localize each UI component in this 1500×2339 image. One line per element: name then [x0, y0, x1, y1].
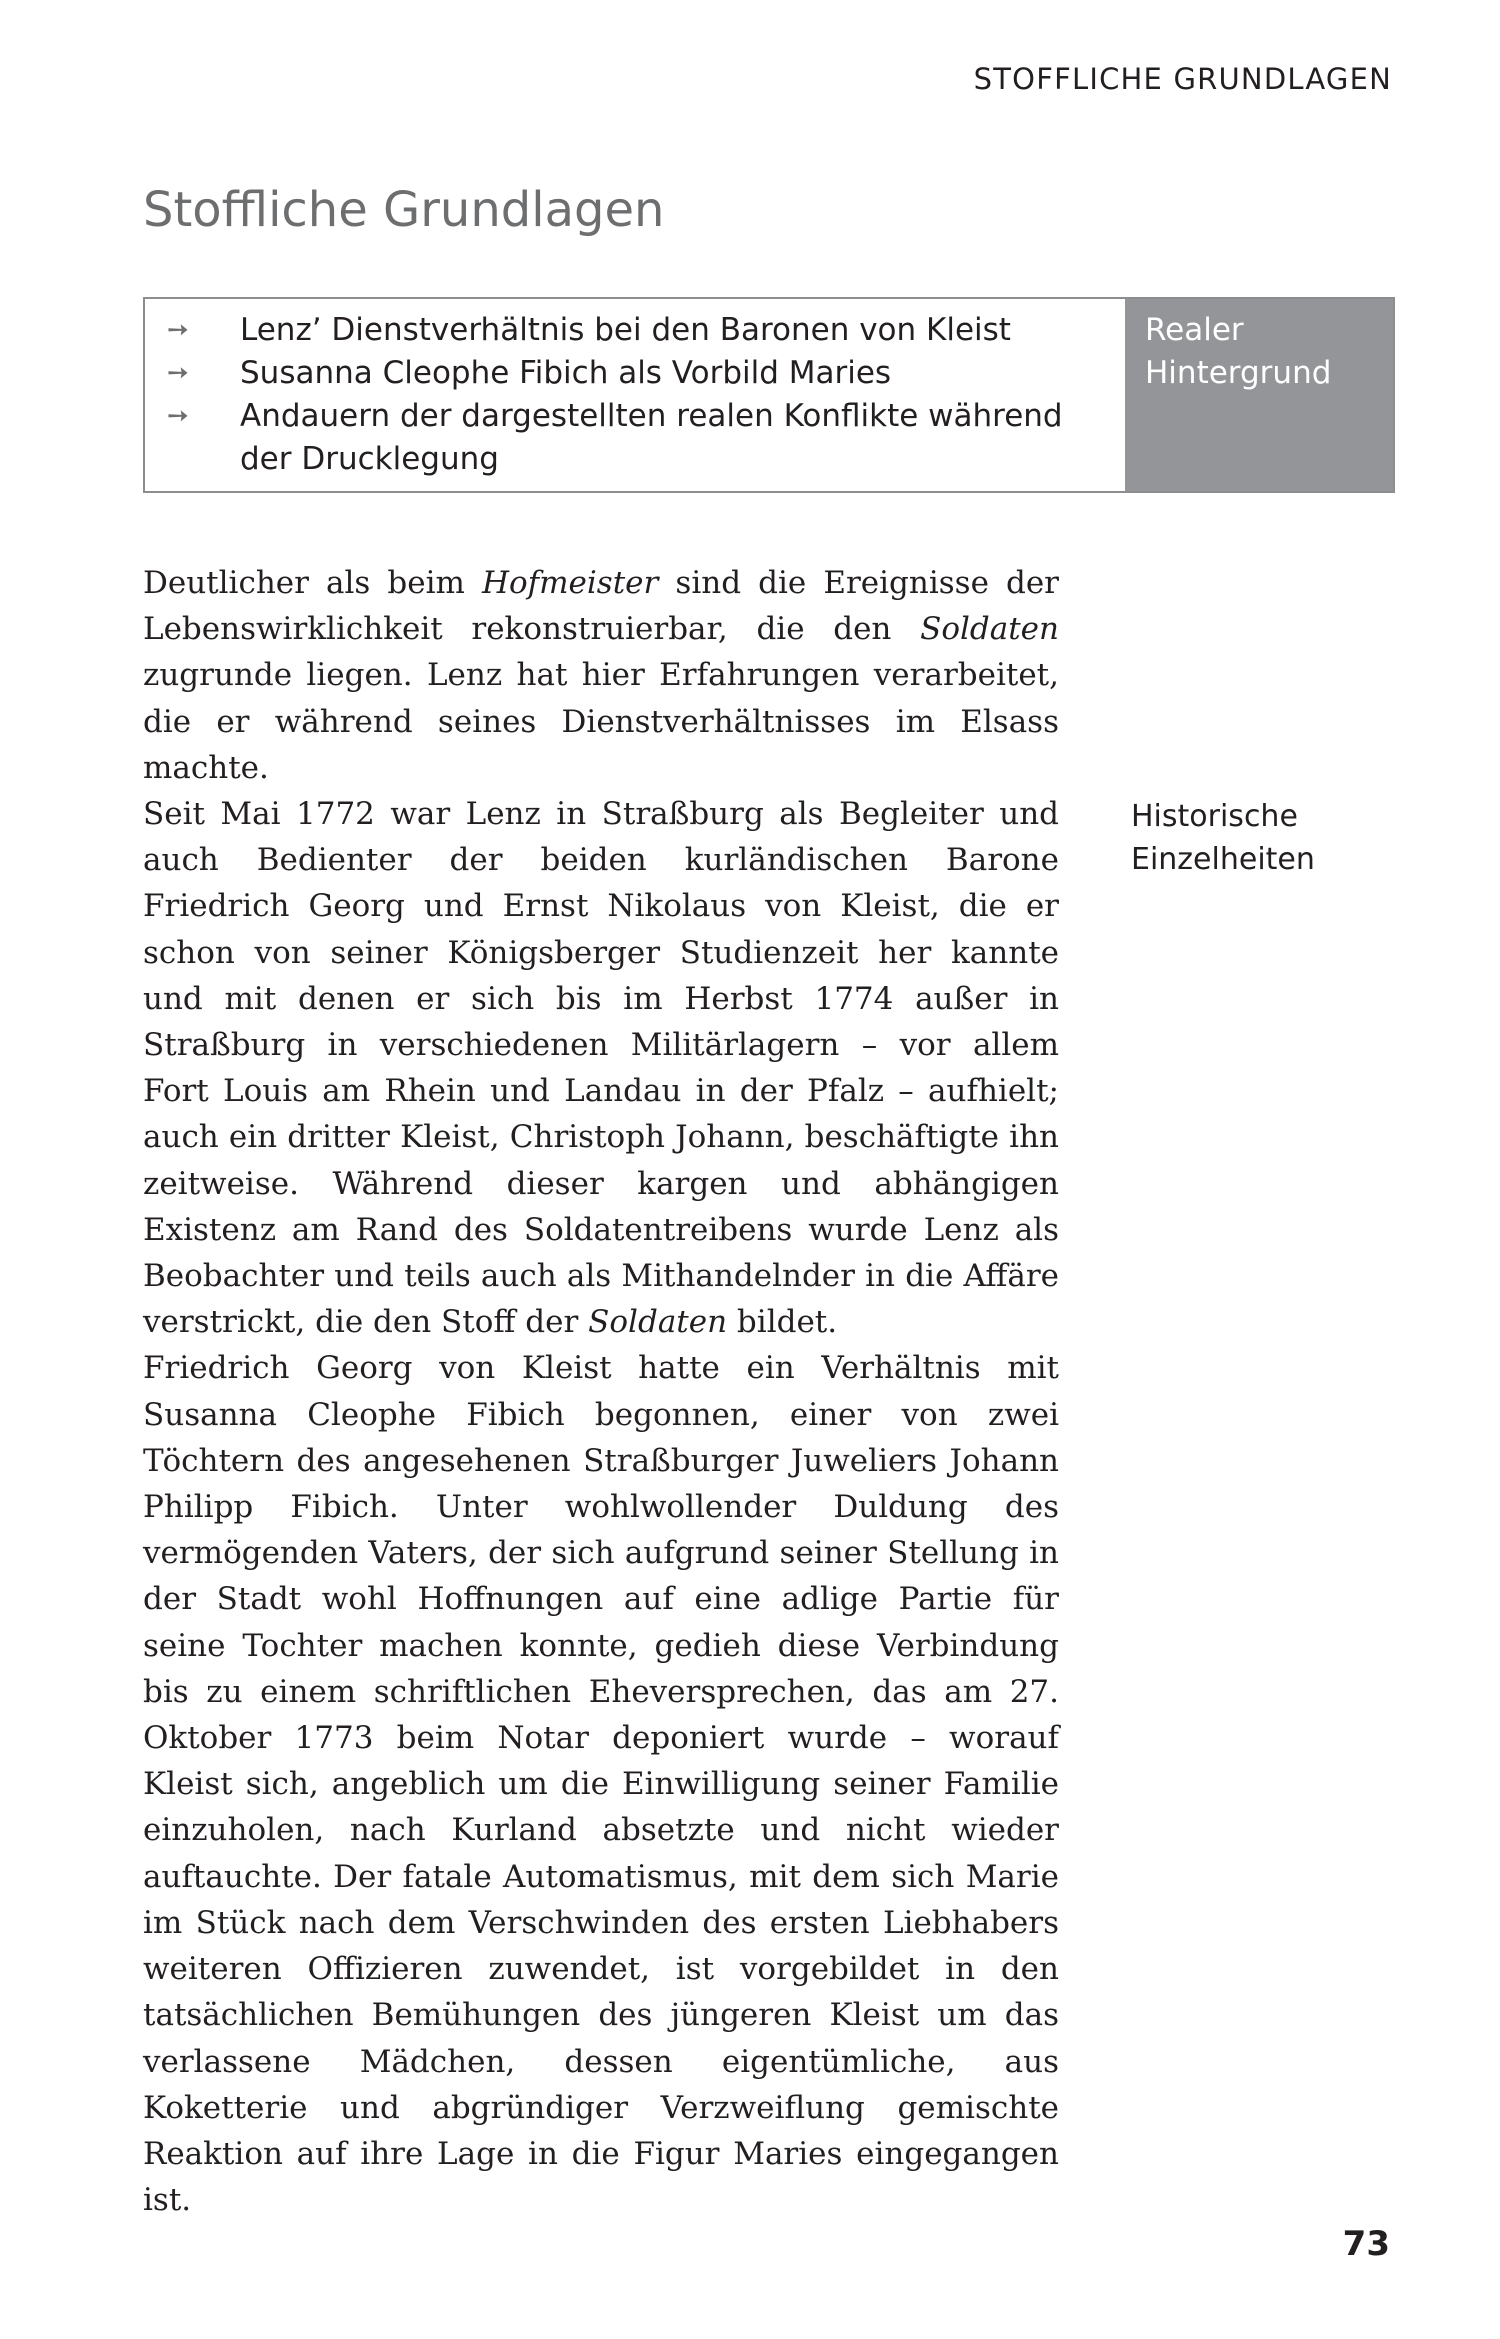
body-text [143, 560, 1059, 2223]
paragraph-1-text-c: sind die Ereignisse der Lebenswirklichkeit rekonstruierbar, die den [143, 565, 1059, 648]
paragraph-1-text-e: zugrunde liegen. Lenz hat hier Erfahrungen verarbeitet, die er während seines Dienstverhältnisses im Elsass machte. [143, 657, 1059, 786]
margin-note-line2: Einzelheiten [1131, 842, 1315, 877]
paragraph-1 [143, 560, 1059, 791]
paragraph-2-text-c: bildet. [727, 1304, 838, 1341]
summary-item-text: Susanna Cleophe Fibich als Vorbild Maries [240, 355, 892, 391]
summary-item-text: Andauern der dargestellten realen Konflikte während der Drucklegung [240, 398, 1063, 477]
summary-item-text: Lenz’ Dienstverhältnis bei den Baronen von Kleist [240, 312, 1011, 348]
summary-item [145, 352, 1105, 395]
arrow-right-icon: ➙ [167, 358, 189, 388]
title-soldaten: Soldaten [588, 1304, 728, 1341]
margin-note [1131, 795, 1315, 881]
title-soldaten: Soldaten [920, 611, 1059, 648]
summary-side-label-line1: Realer [1145, 312, 1244, 348]
summary-side-label-line2: Hintergrund [1145, 355, 1332, 391]
summary-item [145, 309, 1105, 352]
arrow-right-icon: ➙ [167, 401, 189, 431]
summary-list [145, 299, 1125, 491]
paragraph-1-text-a: Deutlicher als beim [143, 565, 482, 601]
summary-side-label [1125, 299, 1393, 491]
margin-note-line1: Historische [1131, 799, 1298, 834]
paragraph-3: Friedrich Georg von Kleist hatte ein Verhältnis mit Susanna Cleophe Fibich begonnen, einer von zwei Töchtern des angesehenen Straßburger Juweliers Johann Philipp Fibich. Unter wohlwollender Duldung des vermögenden Vaters, der sich aufgrund seiner Stellung in der Stadt wohl Hoffnungen auf eine adlige Partie für seine Tochter machen konnte, gedieh diese Verbindung bis zu einem schriftlichen Eheversprechen, das am 27. Oktober 1773 beim Notar deponiert wurde – worauf Kleist sich, angeblich um die Einwilligung seiner Familie einzuholen, nach Kurland absetzte und nicht wieder auftauchte. Der fatale Automatismus, mit dem sich Marie im Stück nach dem Verschwinden des ersten Liebhabers weiteren Offizieren zuwendet, ist vorgebildet in den tatsächlichen Bemühungen des jüngeren Kleist um das verlassene Mädchen, dessen eigentümliche, aus Koketterie und abgründiger Verzweiflung gemischte Reaktion auf ihre Lage in die Figur Maries eingegangen ist. [143, 1350, 1059, 2219]
title-hofmeister: Hofmeister [481, 565, 659, 601]
paragraph-2-text-a: Seit Mai 1772 war Lenz in Straßburg als Begleiter und auch Bedienter der beiden kurländischen Barone Friedrich Georg und Ernst Nikolaus von Kleist, die er schon von seiner Königsberger Studienzeit her kannte und mit denen er sich bis im Herbst 1774 außer in Straßburg in verschiedenen Militärlagern – vor allem Fort Louis am Rhein und Landau in der Pfalz – aufhielt; auch ein dritter Kleist, Christoph Johann, beschäftigte ihn zeitweise. Während dieser kargen und abhängigen Existenz am Rand des Soldatentreibens wurde Lenz als Beobachter und teils auch als Mithandelnder in die Affäre verstrickt, die den Stoff der [143, 796, 1059, 1341]
arrow-right-icon: ➙ [167, 315, 189, 345]
summary-item [145, 395, 1105, 481]
summary-box [143, 297, 1395, 493]
running-header: STOFFLICHE GRUNDLAGEN [973, 62, 1392, 96]
page-title: Stoffliche Grundlagen [143, 182, 665, 238]
paragraph-2 [143, 791, 1059, 1345]
page-number: 73 [1342, 2224, 1390, 2264]
